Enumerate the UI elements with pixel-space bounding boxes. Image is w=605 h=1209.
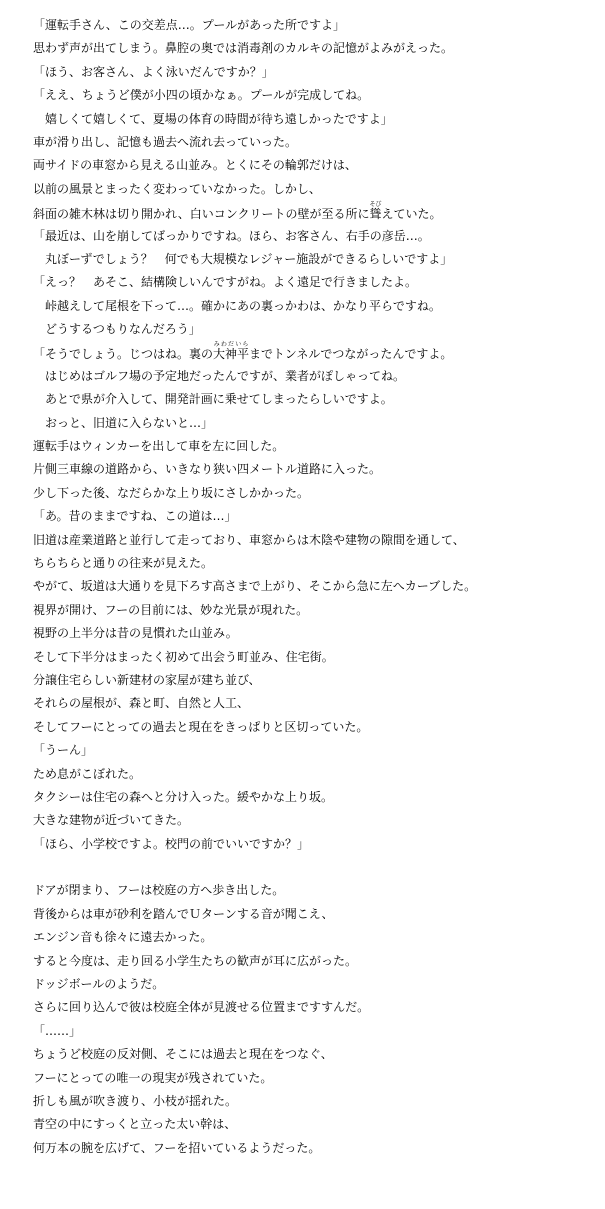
text-line (33, 201, 598, 224)
text-line: それらの屋根が、森と町、自然と人工、 (33, 696, 250, 711)
text-line: 両サイドの車窓から見える山並み。とくにその輪郭だけは、 (33, 158, 357, 173)
text-line: 分譲住宅らしい新建材の家屋が建ち並び、 (33, 672, 261, 687)
text-line: はじめはゴルフ場の予定地だったんですが、業者がぽしゃってね。 (33, 368, 406, 383)
text-segment: 「そうでしょう。じつはね。裏の (33, 347, 214, 362)
text-line: 丸ぼーずでしょう？ 何でも大規模なレジャー施設ができるらしいですよ」 (33, 251, 453, 266)
text-line: そして下半分はまったく初めて出会う町並み、住宅街。 (33, 649, 334, 664)
text-line: 少し下った後、なだらかな上り坂にさしかかった。 (33, 485, 310, 500)
text-line: あとで県が介入して、開発計画に乗せてしまったらしいですよ。 (33, 392, 393, 407)
text-line: 何万本の腕を広げて、フーを招いているようだった。 (33, 1140, 321, 1155)
text-line: 「……」 (33, 1023, 82, 1038)
text-line: 折しも風が吹き渡り、小枝が揺れた。 (33, 1093, 238, 1108)
ruby-reading: そび (369, 201, 382, 209)
text-line: 以前の風景とまったく変わっていなかった。しかし、 (33, 181, 321, 196)
text-line: 「あ。昔のままですね、この道は…」 (33, 509, 237, 524)
text-line (33, 341, 598, 364)
text-segment: までトンネルでつながったんですよ。 (249, 347, 453, 362)
text-line: エンジン音も徐々に遠去かった。 (33, 930, 213, 945)
text-line: 運転手はウィンカーを出して車を左に回した。 (33, 439, 285, 454)
text-line: 旧道は産業道路と並行して走っており、車窓からは木陰や建物の隙間を通して、 (33, 532, 465, 547)
text-line: すると今度は、走り回る小学生たちの歓声が耳に広がった。 (33, 953, 358, 968)
text-segment: 斜面の雑木林は切り開かれ、白いコンクリートの壁が至る所に (33, 207, 370, 222)
ruby-base: 大神平 (213, 347, 250, 362)
blank-line (33, 856, 598, 879)
text-line: 視界が開け、フーの目前には、妙な光景が現れた。 (33, 602, 309, 617)
text-line: 「えっ？ あそこ、結構険しいんですがね。よく遠足で行きましたよ。 (33, 275, 418, 290)
text-line: 嬉しくて嬉しくて、夏場の体育の時間が待ち遠しかったですよ」 (33, 111, 393, 126)
text-line: ドッジボールのようだ。 (33, 977, 165, 992)
text-line: 「ええ、ちょうど僕が小四の頃かなぁ。プールが完成してね。 (33, 88, 370, 103)
ruby-reading: みわだいら (213, 341, 250, 349)
text-line: タクシーは住宅の森へと分け入った。緩やかな上り坂。 (33, 789, 334, 804)
text-line: 青空の中にすっくと立った太い幹は、 (33, 1117, 237, 1132)
text-line: ちょうど校庭の反対側、そこには過去と現在をつなぐ、 (33, 1047, 333, 1062)
text-line: 「うーん」 (33, 743, 94, 758)
text-line: 「最近は、山を崩してばっかりですね。ほら、お客さん、右手の彦岳…。 (33, 228, 430, 243)
text-segment: えていた。 (381, 207, 442, 222)
text-line: 峠越えして尾根を下って…。確かにあの裏っかわは、かなり平らですね。 (33, 298, 441, 313)
text-line: おっと、旧道に入らないと…」 (33, 415, 214, 430)
text-line: ちらちらと通りの往来が見えた。 (33, 555, 214, 570)
text-line: 車が滑り出し、記憶も過去へ流れ去っていった。 (33, 134, 298, 149)
text-line: 片側三車線の道路から、いきなり狭い四メートル道路に入った。 (33, 462, 382, 477)
text-line: フーにとっての唯一の現実が残されていた。 (33, 1070, 273, 1085)
text-line: 背後からは車が砂利を踏んでＵターンする音が聞こえ、 (33, 906, 334, 921)
text-line: 思わず声が出てしまう。鼻腔の奥では消毒剤のカルキの記憶がよみがえった。 (33, 41, 454, 56)
ruby-annotation (213, 341, 250, 362)
text-line: そしてフーにとっての過去と現在をきっぱりと区切っていた。 (33, 719, 369, 734)
text-line: 「ほう、お客さん、よく泳いだんですか？」 (33, 64, 274, 79)
text-line: やがて、坂道は大通りを見下ろす高さまで上がり、そこから急に左へカーブした。 (33, 579, 477, 594)
text-line: 「運転手さん、この交差点…。プールがあった所ですよ」 (33, 18, 346, 32)
text-line: 視野の上半分は昔の見慣れた山並み。 (33, 626, 238, 641)
text-line: どうするつもりなんだろう」 (33, 322, 201, 337)
story-text (33, 14, 598, 1160)
text-line: ため息がこぼれた。 (33, 766, 142, 781)
text-line: 大きな建物が近づいてきた。 (33, 813, 190, 828)
ruby-base: 聳 (369, 207, 382, 222)
ruby-annotation (369, 201, 382, 222)
text-line: さらに回り込んで彼は校庭全体が見渡せる位置まですすんだ。 (33, 1000, 370, 1015)
text-line: 「ほら、小学校ですよ。校門の前でいいですか？」 (33, 836, 310, 851)
text-line: ドアが閉まり、フーは校庭の方へ歩き出した。 (33, 883, 285, 898)
